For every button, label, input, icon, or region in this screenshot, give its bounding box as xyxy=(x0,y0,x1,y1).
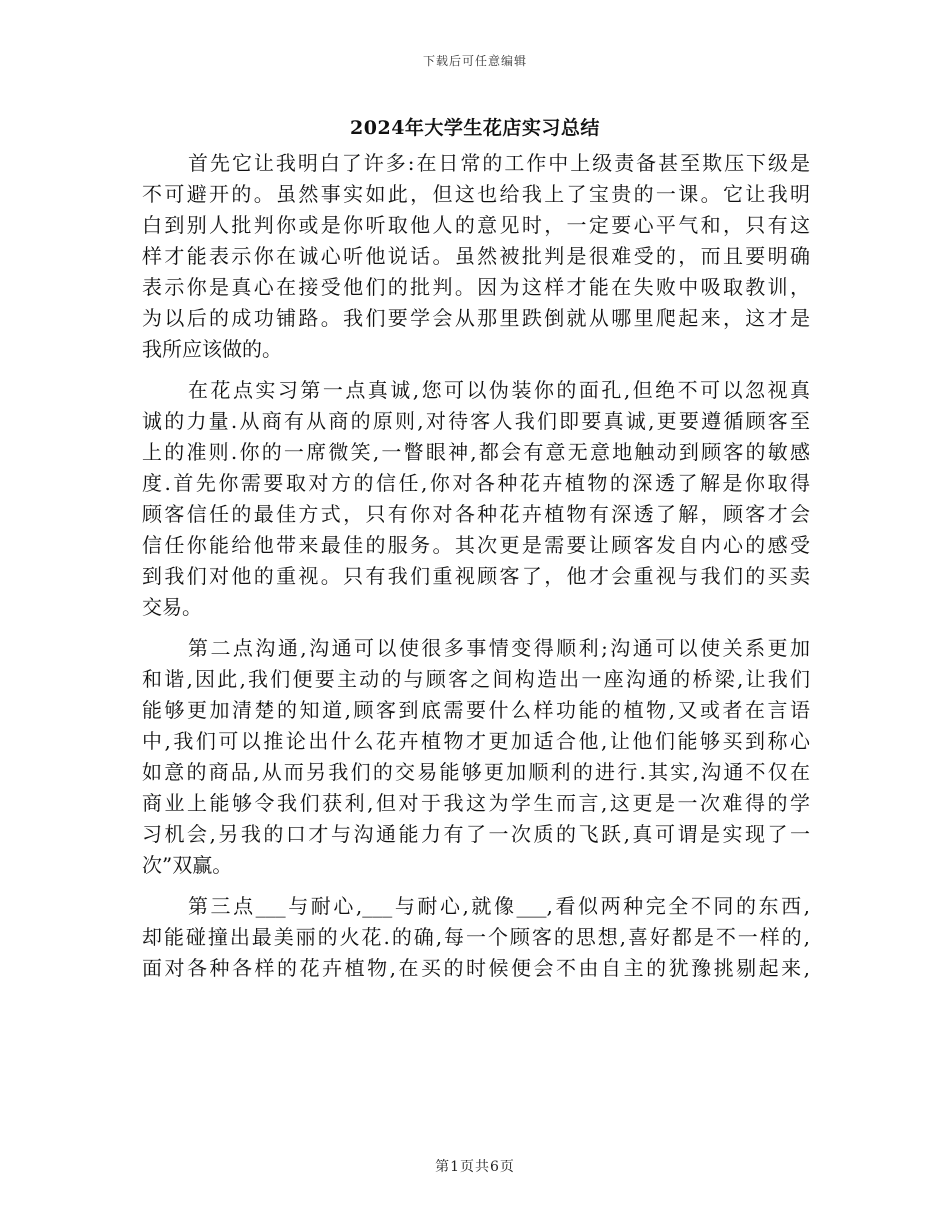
text-line: 中,我们可以推论出什么花卉植物才更加适合他,让他们能够买到称心 xyxy=(142,729,810,753)
text-line: 次”双赢。 xyxy=(142,853,233,877)
text-line: 上的准则.你的一席微笑,一瞥眼神,都会有意无意地触动到顾客的敏感 xyxy=(142,440,810,464)
text-line: 习机会,另我的口才与沟通能力有了一次质的飞跃,真可谓是实现了一 xyxy=(142,822,810,846)
text-line: 顾客信任的最佳方式，只有你对各种花卉植物有深透了解，顾客才会 xyxy=(142,502,810,526)
text-line: 我所应该做的。 xyxy=(142,337,282,361)
document-title: 2024年大学生花店实习总结 xyxy=(350,117,600,139)
page-number: 第1页共6页 xyxy=(435,1159,515,1175)
paragraph-2 xyxy=(142,375,810,633)
text-line: 交易。 xyxy=(142,595,202,619)
text-line: 如意的商品,从而另我们的交易能够更加顺利的进行.其实,沟通不仅在 xyxy=(142,760,810,784)
text-line: 不可避开的。虽然事实如此，但这也给我上了宝贵的一课。它让我明 xyxy=(142,182,810,206)
text-line: 第三点___与耐心,___与耐心,就像___,看似两种完全不同的东西, xyxy=(188,894,810,918)
text-line: 商业上能够令我们获利,但对于我这为学生而言,这更是一次难得的学 xyxy=(142,791,810,815)
text-line: 面对各种各样的花卉植物,在买的时候便会不由自主的犹豫挑剔起来, xyxy=(142,956,810,980)
header-note: 下载后可任意编辑 xyxy=(422,54,527,68)
text-line: 信任你能给他带来最佳的服务。其次更是需要让顾客发自内心的感受 xyxy=(142,533,810,557)
text-line: 到我们对他的重视。只有我们重视顾客了，他才会重视与我们的买卖 xyxy=(142,564,810,588)
paragraph-1 xyxy=(142,148,810,375)
text-line: 在花点实习第一点真诚,您可以伪装你的面孔,但绝不可以忽视真 xyxy=(188,378,810,402)
text-line: 表示你是真心在接受他们的批判。因为这样才能在失败中吸取教训， xyxy=(142,275,810,299)
text-line: 诚的力量.从商有从商的原则,对待客人我们即要真诚,更要遵循顾客至 xyxy=(142,409,810,433)
text-line: 白到别人批判你或是你听取他人的意见时，一定要心平气和，只有这 xyxy=(142,213,810,237)
paragraph-3 xyxy=(142,633,810,891)
text-line: 为以后的成功铺路。我们要学会从那里跌倒就从哪里爬起来，这才是 xyxy=(142,306,810,330)
text-line: 首先它让我明白了许多:在日常的工作中上级责备甚至欺压下级是 xyxy=(188,151,810,175)
text-line: 样才能表示你在诚心听他说话。虽然被批判是很难受的，而且要明确 xyxy=(142,244,810,268)
text-line: 能够更加清楚的知道,顾客到底需要什么样功能的植物,又或者在言语 xyxy=(142,698,810,722)
text-line: 却能碰撞出最美丽的火花.的确,每一个顾客的思想,喜好都是不一样的, xyxy=(142,925,810,949)
document-body xyxy=(142,148,810,994)
text-line: 和谐,因此,我们便要主动的与顾客之间构造出一座沟通的桥梁,让我们 xyxy=(142,667,810,691)
text-line: 度.首先你需要取对方的信任,你对各种花卉植物的深透了解是你取得 xyxy=(142,471,810,495)
paragraph-4 xyxy=(142,891,810,994)
text-line: 第二点沟通,沟通可以使很多事情变得顺利;沟通可以使关系更加 xyxy=(188,636,810,660)
